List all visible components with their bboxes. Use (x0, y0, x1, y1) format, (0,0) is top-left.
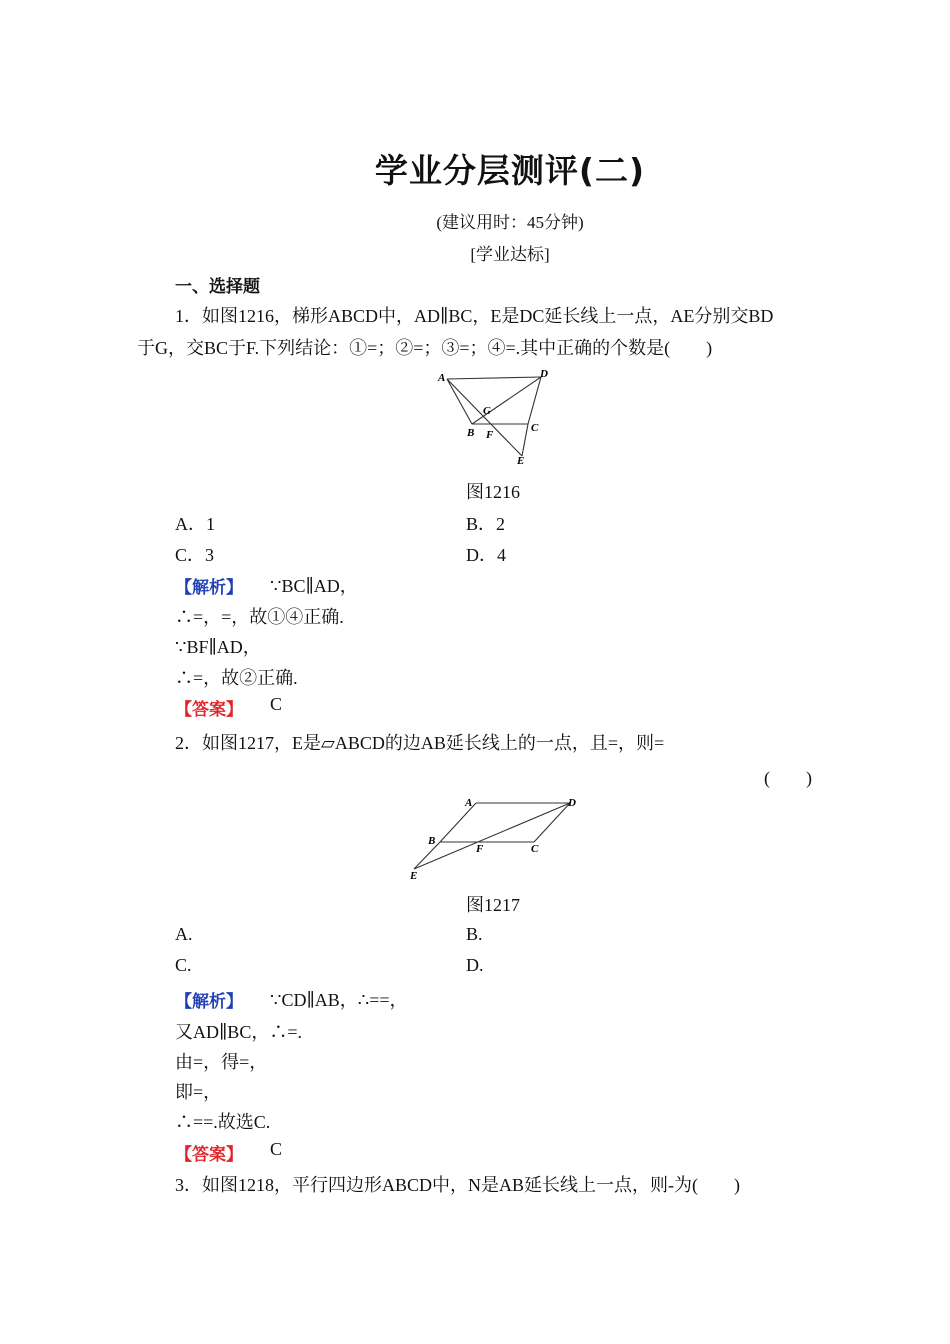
q1-analysis-line4: ∴=，故②正确. (175, 668, 298, 688)
q1-analysis-line1: ∵BC∥AD， (270, 576, 358, 596)
q2-figure-caption: 图1217 (466, 895, 520, 915)
time-hint: (建议用时：45分钟) (436, 213, 584, 232)
label-a: A (465, 797, 473, 809)
q1-option-a: A．1 (175, 514, 215, 534)
label-c: C (531, 422, 539, 434)
q2-answer: C (270, 1139, 283, 1159)
q1-analysis-line2: ∴=，=，故①④正确. (175, 607, 344, 627)
label-d: D (568, 797, 576, 809)
q2-stem-line1: 2．如图1217，E是▱ABCD的边AB延长线上的一点，且=，则= (175, 733, 665, 753)
q2-option-c: C. (175, 955, 192, 975)
edge-ce (522, 424, 528, 456)
edge-ed (414, 803, 570, 869)
q1-analysis-line3: ∵BF∥AD， (175, 637, 261, 657)
q2-analysis-line1: ∵CD∥AB，∴==， (270, 990, 408, 1010)
q1-stem-line1: 1．如图1216，梯形ABCD中，AD∥BC，E是DC延长线上一点，AE分别交BD (175, 306, 774, 326)
q1-option-c: C．3 (175, 545, 215, 565)
q2-option-d: D. (466, 955, 484, 975)
label-d: D (540, 368, 548, 380)
q2-analysis-line2: 又AD∥BC，∴=. (175, 1022, 302, 1042)
label-b: B (428, 835, 436, 847)
label-e: E (410, 870, 418, 882)
q2-analysis-line4: 即=， (175, 1082, 222, 1102)
edge-ad (447, 377, 541, 379)
section-heading: 一、选择题 (175, 277, 260, 297)
label-b: B (467, 427, 475, 439)
label-g: G (483, 405, 491, 417)
q2-figure (400, 792, 590, 884)
q2-analysis-line3: 由=，得=， (175, 1052, 268, 1072)
section-tag: [学业达标] (470, 245, 550, 264)
q2-option-b: B. (466, 924, 483, 944)
q2-stem-line2: ( ) (764, 768, 812, 788)
q1-figure-caption: 图1216 (466, 482, 520, 502)
q2-answer-label: 【答案】 (175, 1145, 243, 1165)
q1-stem-line2: 于G，交BC于F.下列结论：①=；②=；③=；④=.其中正确的个数是( ) (137, 338, 713, 358)
label-f: F (476, 843, 484, 855)
q1-option-b: B．2 (466, 514, 506, 534)
q1-option-d: D．4 (466, 545, 506, 565)
q2-analysis-label: 【解析】 (175, 992, 243, 1012)
label-a: A (438, 372, 446, 384)
q1-answer: C (270, 694, 283, 714)
label-f: F (486, 429, 494, 441)
q1-analysis-label: 【解析】 (175, 578, 243, 598)
edge-ae (447, 379, 522, 456)
edge-be (414, 842, 440, 869)
q2-analysis-line5: ∴==.故选C. (175, 1112, 271, 1132)
q1-answer-label: 【答案】 (175, 700, 243, 720)
page-title: 学业分层测评(二) (374, 151, 646, 190)
q2-option-a: A. (175, 924, 193, 944)
edge-dc (534, 803, 570, 842)
q3-stem-line1: 3．如图1218，平行四边形ABCD中，N是AB延长线上一点，则-为( ) (175, 1175, 740, 1195)
label-c: C (531, 843, 539, 855)
label-e: E (517, 455, 525, 467)
q1-figure (430, 364, 560, 470)
